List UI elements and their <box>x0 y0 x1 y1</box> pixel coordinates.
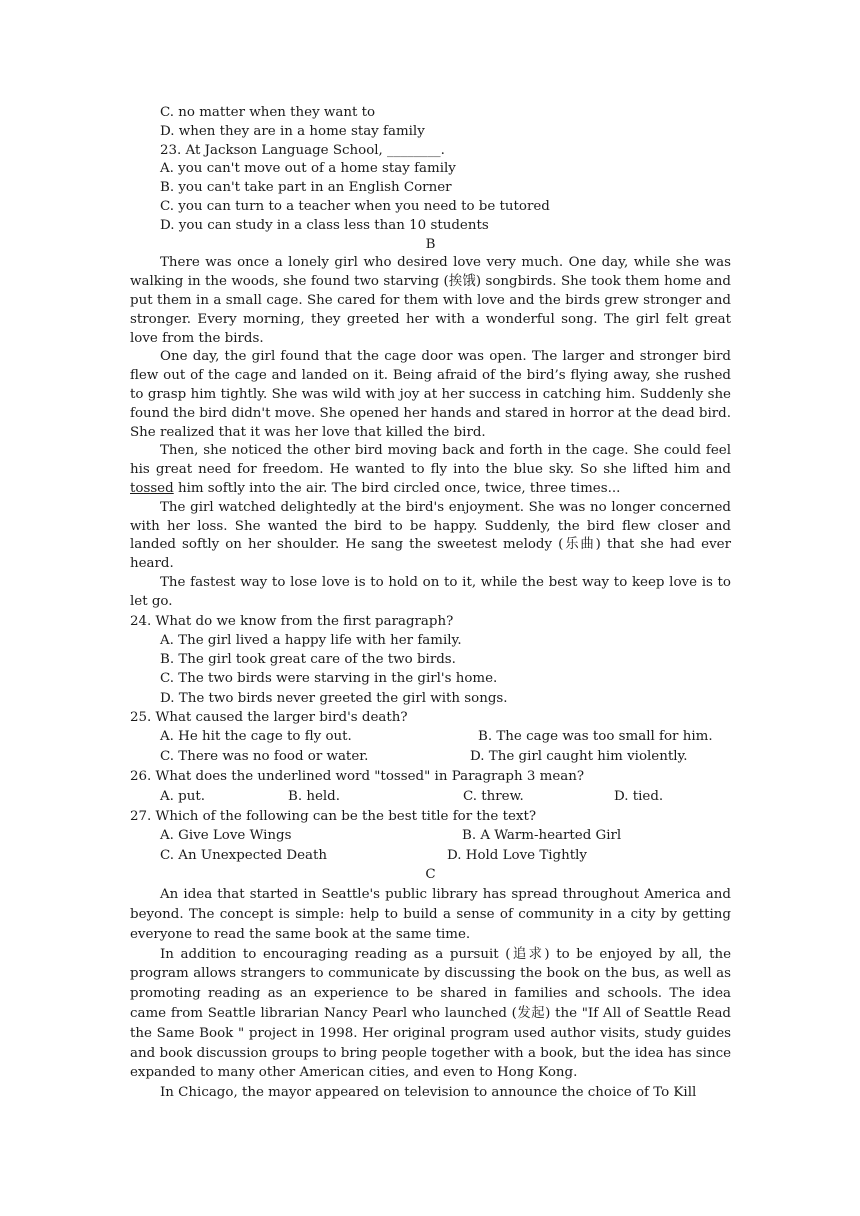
exam-page <box>130 104 731 1103</box>
q22-option-d: D. when they are in a home stay family <box>160 123 425 139</box>
option-d: D. Hold Love Tightly <box>447 847 587 863</box>
passage-b-paragraph-5: The fastest way to lose love is to hold on to it, while the best way to keep love is to let go. <box>130 574 731 609</box>
option-b: B. A Warm-hearted Girl <box>462 827 622 843</box>
question-24 <box>130 612 731 708</box>
q23-stem: 23. At Jackson Language School, ________. <box>160 142 445 158</box>
passage-c-paragraph-3: In Chicago, the mayor appeared on television to announce the choice of To Kill <box>160 1085 697 1101</box>
passage-b-paragraph-3 <box>130 442 731 498</box>
underlined-word-tossed: tossed <box>130 480 174 496</box>
options-row-1 <box>130 727 731 747</box>
option-d: D. The girl caught him violently. <box>470 749 688 765</box>
option-c: C. threw. <box>463 788 524 804</box>
passage-b-paragraph-1: There was once a lonely girl who desired love very much. One day, while she was walking in the woods, she found two starving (挨饿) songbirds. She took them home and put them in a small cage. She cared for them with love and the birds grew stronger and stronger. Every morning, they greeted her with a wonderful song. The girl felt great love from the birds. <box>130 255 731 346</box>
option-a: A. put. <box>160 788 206 804</box>
paragraph-3-text-before: Then, she noticed the other bird moving back and forth in the cage. She could feel his great need for freedom. He wanted to fly into the blue sky. So she lifted him and <box>130 443 731 478</box>
options-row <box>130 787 731 807</box>
question-25 <box>130 708 731 767</box>
q23-option-d: D. you can study in a class less than 10 students <box>160 217 489 233</box>
option-a: A. The girl lived a happy life with her family. <box>160 632 462 648</box>
passage-c-paragraph-2: In addition to encouraging reading as a pursuit (追求) to be enjoyed by all, the program allows strangers to communicate by discussing the book on the bus, as well as promoting reading as an experience to be shared in families and schools. The idea came from Seattle librarian Nancy Pearl who launched (发起) the "If All of Seattle Read the Same Book " project in 1998. Her original program used author visits, study guides and book discussion groups to bring people together with a book, but the idea has since expanded to many other American cities, and even to Hong Kong. <box>130 946 731 1081</box>
passage-b-paragraph-2: One day, the girl found that the cage door was open. The larger and stronger bird flew out of the cage and landed on it. Being afraid of the bird’s flying away, she rushed to grasp him tightly. She was wild with joy at her success in catching him. Suddenly she found the bird didn't move. She opened her hands and stared in horror at the dead bird. She realized that it was her love that killed the bird. <box>130 349 731 440</box>
question-stem: 27. Which of the following can be the best title for the text? <box>130 808 537 824</box>
option-c: C. The two birds were starving in the girl's home. <box>160 671 498 687</box>
passage-c-paragraph-1: An idea that started in Seattle's public library has spread throughout America and beyond. The concept is simple: help to build a sense of community in a city by getting everyone to read the same book at the same time. <box>130 886 731 942</box>
options-row-2 <box>130 747 731 767</box>
q23-option-a: A. you can't move out of a home stay family <box>160 161 456 177</box>
option-b: B. The cage was too small for him. <box>478 729 713 745</box>
q23-option-c: C. you can turn to a teacher when you need to be tutored <box>160 198 550 214</box>
section-c-heading: C <box>425 866 436 882</box>
options-row-1 <box>130 826 731 846</box>
option-c: C. There was no food or water. <box>160 749 369 765</box>
options-row-2 <box>130 846 731 866</box>
question-stem: 24. What do we know from the first paragraph? <box>130 613 454 629</box>
option-d: D. The two birds never greeted the girl with songs. <box>160 690 508 706</box>
question-27 <box>130 807 731 866</box>
option-b: B. The girl took great care of the two birds. <box>160 652 456 668</box>
option-a: A. Give Love Wings <box>160 827 292 843</box>
question-stem: 25. What caused the larger bird's death? <box>130 710 408 725</box>
option-d: D. tied. <box>614 788 664 804</box>
q22-option-c: C. no matter when they want to <box>160 105 376 120</box>
paragraph-3-text-after: him softly into the air. The bird circled once, twice, three times... <box>173 480 621 496</box>
section-b-heading: B <box>425 236 436 252</box>
question-26 <box>130 767 731 806</box>
q23-option-b: B. you can't take part in an English Corner <box>160 180 452 196</box>
option-b: B. held. <box>288 788 341 804</box>
option-a: A. He hit the cage to fly out. <box>160 729 352 745</box>
option-c: C. An Unexpected Death <box>160 847 327 863</box>
question-stem: 26. What does the underlined word "tossed" in Paragraph 3 mean? <box>130 769 585 785</box>
passage-b-paragraph-4: The girl watched delightedly at the bird's enjoyment. She was no longer concerned with her loss. She wanted the bird to be happy. Suddenly, the bird flew closer and landed softly on her shoulder. He sang the sweetest melody (乐曲) that she had ever heard. <box>130 499 731 572</box>
